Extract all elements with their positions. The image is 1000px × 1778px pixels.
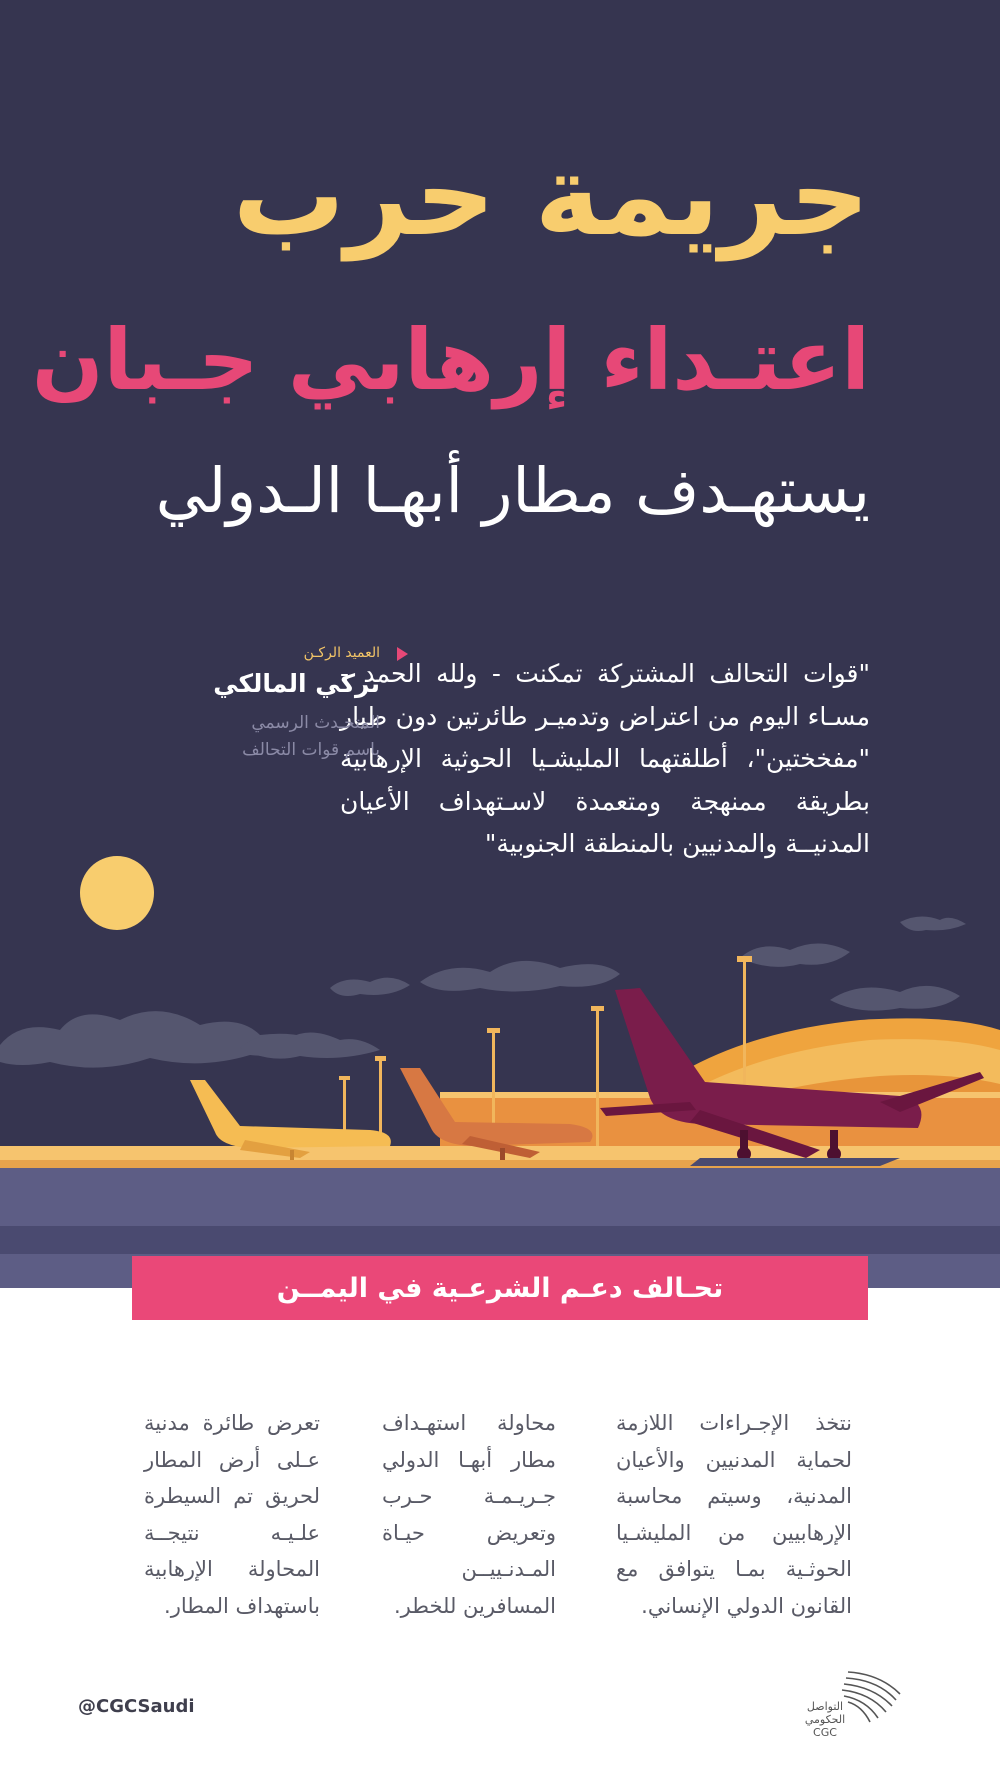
info-column-measures: نتخذ الإجـراءات اللازمة لحماية المدنيين والأعيان المدنية، وسيتم محاسبة الإرهابيين من المليشـيا الحوثـية بمـا يتوافق مع القانون الدولي الإنساني.	[616, 1411, 852, 1618]
cgc-logo	[800, 1660, 920, 1750]
info-column-war-crime: محاولة استهـداف مطار أبهـا الدولي جـريـمـة حـرب وتعريض حيـاة المـدنـييــن المسافرين للخطر.	[382, 1411, 556, 1618]
airport-illustration	[0, 840, 1000, 1288]
speaker-block	[200, 645, 380, 764]
speaker-role-line2: باسم قوات التحالف	[242, 740, 380, 760]
twitter-handle[interactable]: @CGCSaudi	[78, 1696, 195, 1717]
headline-abha-airport: يستهـدف مطار أبهـا الـدولي	[155, 454, 870, 527]
spokesman-quote: "قوات التحالف المشتركة تمكنت - ولله الحمد - مسـاء اليوم من اعتراض وتدميـر طائرتين دون طيار "مفخختين"، أطلقتهما المليشـيا الحوثية الإرهابية بطريقة ممنهجة ومتعمدة لاسـتهداف الأعيان المدنيــة والمدنيين بالمنطقة الجنوبية"	[340, 659, 870, 858]
headline-war-crime: جريمة حرب	[232, 131, 870, 261]
speaker-role	[200, 710, 380, 764]
cgc-logo-text: التواصل الحكومي CGC	[804, 1700, 846, 1739]
pointer-triangle-icon	[397, 647, 408, 661]
speaker-name: تركي المالكي	[213, 669, 380, 698]
speaker-role-line1: المتحـدث الرسمي	[251, 713, 380, 733]
info-column-civil-plane: تعرض طائرة مدنية عـلى أرض المطار لحريق تم السيطرة علـيـه نتيجــة المحاولة الإرهابية باستهداف المطار.	[144, 1411, 320, 1618]
sun-icon	[80, 856, 154, 930]
headline-terror-attack: اعتـداء إرهابي جـبان	[31, 311, 870, 409]
coalition-banner: تحـالف دعـم الشرعـية في اليمــن	[132, 1256, 868, 1320]
speaker-rank: العميد الركـن	[303, 645, 380, 661]
